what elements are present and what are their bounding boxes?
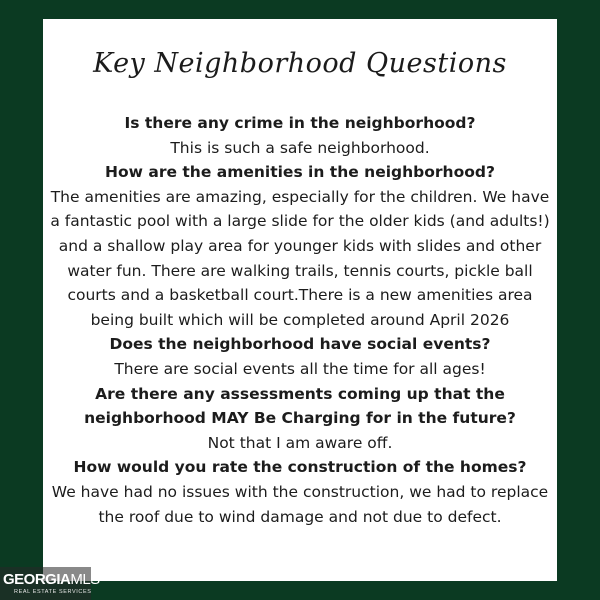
answer-text: Not that I am aware off. [207, 433, 393, 452]
answer-text: We have had no issues with the construction, we had to replace the roof due to wind damage and not due to defect. [51, 482, 549, 526]
qa-item [45, 382, 555, 456]
qa-item [45, 160, 555, 332]
question-text: Are there any assessments coming up that the neighborhood MAY Be Charging for in the future? [84, 384, 516, 428]
question-text: Does the neighborhood have social events? [109, 335, 491, 354]
georgia-mls-logo [0, 567, 100, 600]
logo-brand-light: MLS [70, 571, 100, 588]
logo-tagline: REAL ESTATE SERVICES [14, 589, 92, 595]
answer-text: The amenities are amazing, especially for the children. We have a fantastic pool with a large slide for the older kids (and adults!) and a shallow play area for younger kids with slides and other water fun. There are walking trails, tennis courts, pickle ball courts and a basketball court.There is a new amenities area being built which will be completed around April 2026 [50, 187, 550, 329]
qa-item [45, 455, 555, 529]
qa-item [45, 332, 555, 381]
page-title: Key Neighborhood Questions [93, 48, 507, 79]
question-text: How would you rate the construction of the homes? [73, 458, 527, 477]
logo-wordmark [3, 571, 100, 588]
answer-text: There are social events all the time for all ages! [114, 359, 486, 378]
question-text: How are the amenities in the neighborhood? [105, 163, 495, 182]
qa-item [45, 111, 555, 160]
qa-list [45, 111, 555, 529]
question-text: Is there any crime in the neighborhood? [124, 114, 476, 132]
logo-brand-bold: GEORGIA [3, 571, 71, 588]
answer-text: This is such a safe neighborhood. [170, 138, 430, 157]
